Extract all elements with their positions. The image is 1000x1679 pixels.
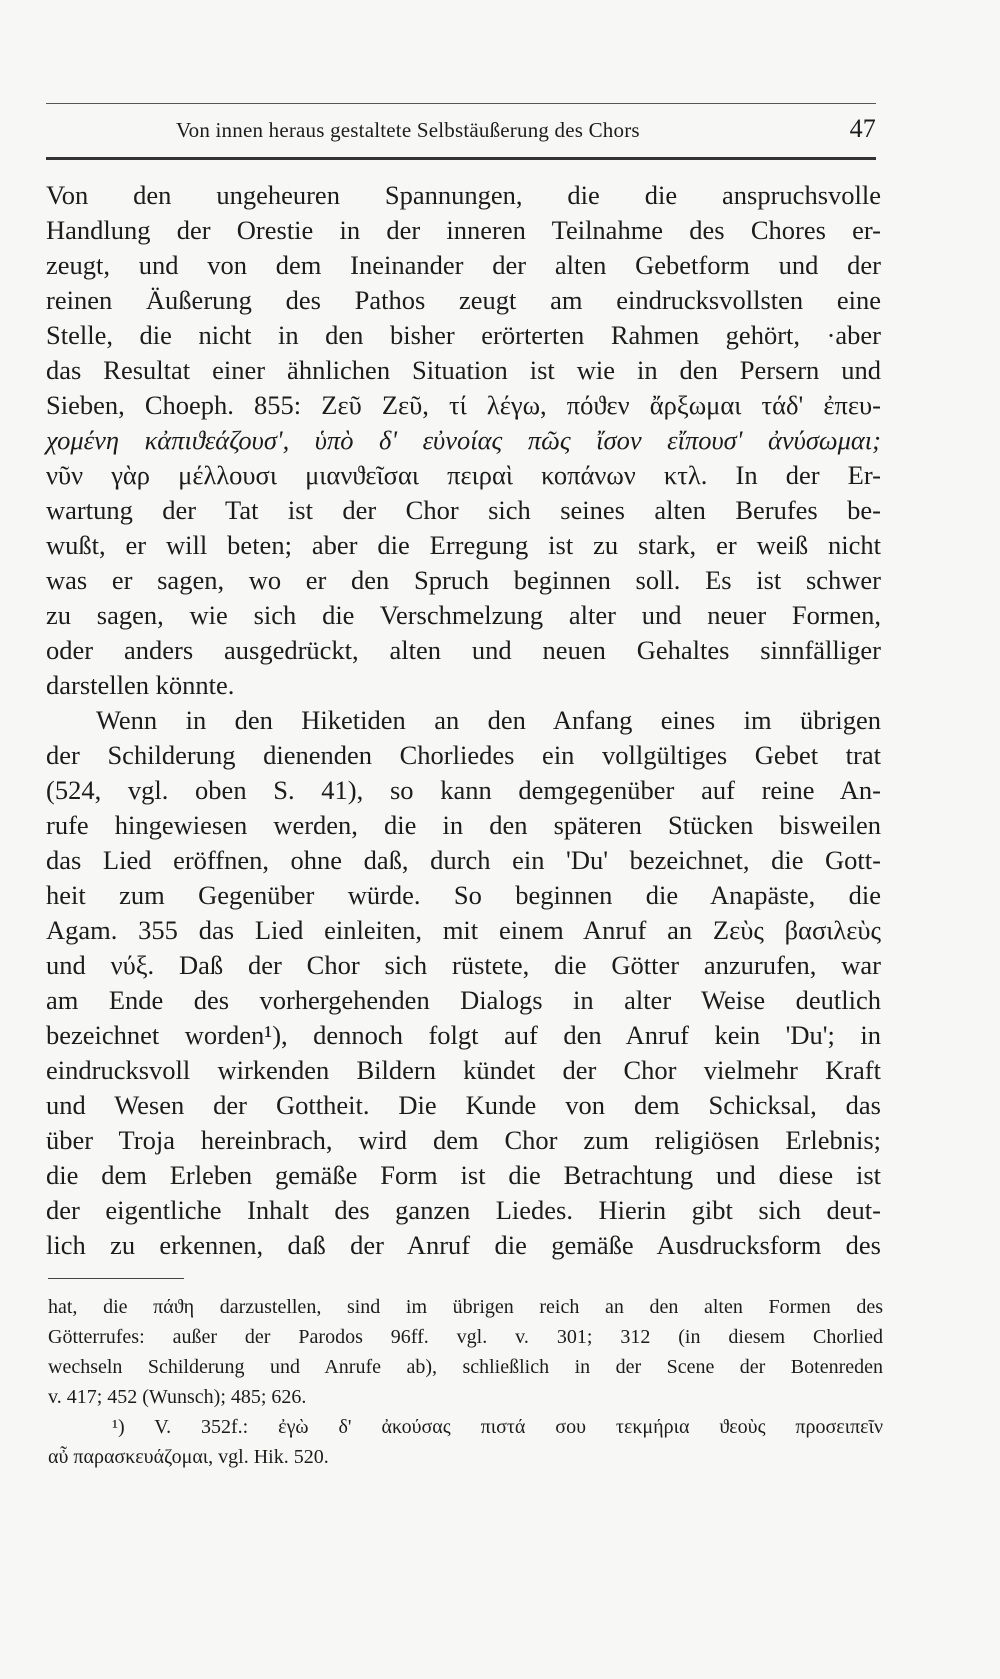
text-line: Von den ungeheuren Spannungen, die die anspruchsvolle <box>46 180 881 210</box>
main-text <box>46 178 881 1263</box>
text-line: das Lied eröffnen, ohne daß, durch ein 'Du' bezeichnet, die Gott- <box>46 845 881 875</box>
text-line: wartung der Tat ist der Chor sich seines alten Berufes be- <box>46 495 881 525</box>
footnote-line: αὖ παρασκευάζομαι, vgl. Hik. 520. <box>48 1446 329 1468</box>
text-line: (524, vgl. oben S. 41), so kann demgegenüber auf reine An- <box>46 775 881 805</box>
running-header <box>46 112 876 152</box>
text-line: am Ende des vorhergehenden Dialogs in alter Weise deutlich <box>46 985 881 1015</box>
text-line: das Resultat einer ähnlichen Situation ist wie in den Persern und <box>46 355 881 385</box>
page-number: 47 <box>849 114 876 143</box>
footnote-rule <box>48 1278 184 1279</box>
running-header-title: Von innen heraus gestaltete Selbstäußerung des Chors <box>176 118 640 142</box>
footnote-line: wechseln Schilderung und Anrufe ab), schließlich in der Scene der Botenreden <box>48 1356 883 1378</box>
text-line: darstellen könnte. <box>46 670 235 700</box>
text-line: Agam. 355 das Lied einleiten, mit einem Anruf an Ζεὺς βασιλεὺς <box>46 915 881 945</box>
text-line: der Schilderung dienenden Chorliedes ein vollgültiges Gebet trat <box>46 740 881 770</box>
footnote-line: Götterrufes: außer der Parodos 96ff. vgl. v. 301; 312 (in diesem Chorlied <box>48 1326 883 1348</box>
text-line: Wenn in den Hiketiden an den Anfang eines im übrigen <box>96 705 881 735</box>
text-line: wußt, er will beten; aber die Erregung ist zu stark, er weiß nicht <box>46 530 881 560</box>
text-line: und νύξ. Daß der Chor sich rüstete, die Götter anzurufen, war <box>46 950 881 980</box>
footnote-line: ¹) V. 352f.: ἐγὼ δ' ἀκούσας πιστά σου τεκμήρια ϑεοὺς προσειπεῖν <box>112 1416 883 1438</box>
top-rule <box>46 103 876 104</box>
header-rule <box>46 157 876 160</box>
text-line: Stelle, die nicht in den bisher erörterten Rahmen gehört, ·aber <box>46 320 881 350</box>
footnote-line: hat, die πάϑη darzustellen, sind im übrigen reich an den alten Formen des <box>48 1296 883 1318</box>
text-line: νῦν γὰρ μέλλουσι μιανϑεῖσαι πειραὶ κοπάνων κτλ. In der Er- <box>46 460 881 490</box>
text-line: heit zum Gegenüber würde. So beginnen die Anapäste, die <box>46 880 881 910</box>
text-line: zeugt, und von dem Ineinander der alten Gebetform und der <box>46 250 881 280</box>
text-line: was er sagen, wo er den Spruch beginnen soll. Es ist schwer <box>46 565 881 595</box>
text-line: reinen Äußerung des Pathos zeugt am eindrucksvollsten eine <box>46 285 881 315</box>
text-line: und Wesen der Gottheit. Die Kunde von dem Schicksal, das <box>46 1090 881 1120</box>
text-line: zu sagen, wie sich die Verschmelzung alter und neuer Formen, <box>46 600 881 630</box>
text-line: Sieben, Choeph. 855: Ζεῦ Ζεῦ, τί λέγω, πόϑεν ἄρξωμαι τάδ' ἐπευ- <box>46 390 881 420</box>
text-line: eindrucksvoll wirkenden Bildern kündet der Chor vielmehr Kraft <box>46 1055 881 1085</box>
text-line: die dem Erleben gemäße Form ist die Betrachtung und diese ist <box>46 1160 881 1190</box>
footnote-line: v. 417; 452 (Wunsch); 485; 626. <box>48 1386 307 1408</box>
text-line: χομένη κἀπιϑεάζουσ', ὑπὸ δ' εὐνοίας πῶς ἴσον εἴπουσ' ἀνύσωμαι; <box>46 425 881 455</box>
text-line: Handlung der Orestie in der inneren Teilnahme des Chores er- <box>46 215 881 245</box>
text-line: oder anders ausgedrückt, alten und neuen Gehaltes sinnfälliger <box>46 635 881 665</box>
footnotes <box>48 1292 883 1472</box>
text-line: rufe hingewiesen werden, die in den späteren Stücken bisweilen <box>46 810 881 840</box>
text-line: bezeichnet worden¹), dennoch folgt auf den Anruf kein 'Du'; in <box>46 1020 881 1050</box>
text-line: lich zu erkennen, daß der Anruf die gemäße Ausdrucksform des <box>46 1230 881 1260</box>
text-line: über Troja hereinbrach, wird dem Chor zum religiösen Erlebnis; <box>46 1125 881 1155</box>
text-line: der eigentliche Inhalt des ganzen Liedes. Hierin gibt sich deut- <box>46 1195 881 1225</box>
